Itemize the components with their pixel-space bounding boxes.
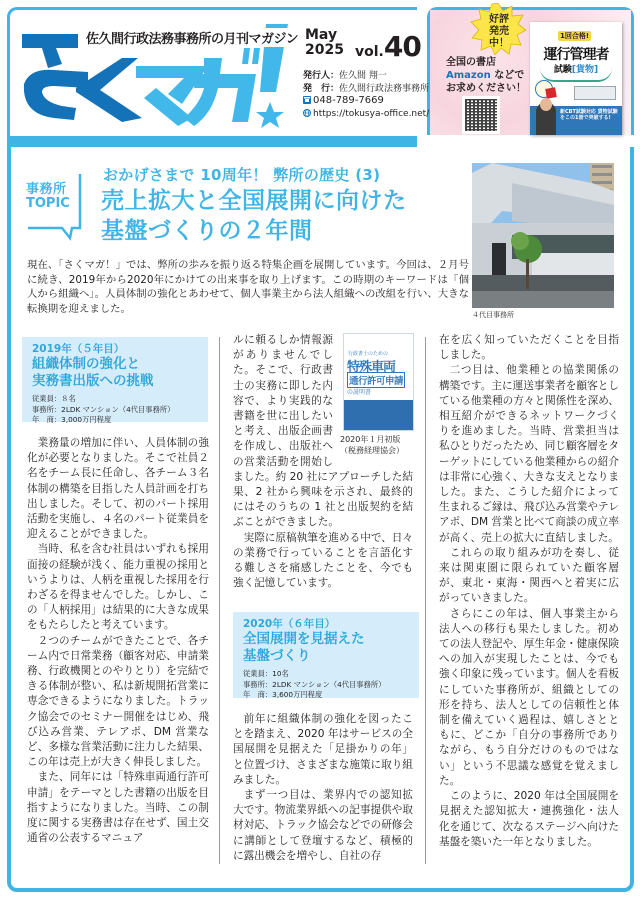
promo-text-line2: などで <box>494 70 525 81</box>
infobox-title-line2: 実務書出版への挑戦 <box>32 373 154 389</box>
promo-text <box>446 56 526 95</box>
fact-revenue: 年 商：3,600万円程度 <box>243 690 323 699</box>
book-badge: 1回合格! <box>560 32 590 40</box>
qr-code[interactable] <box>462 96 500 134</box>
book2-caption-line1: 2020年１月初版 <box>340 435 401 444</box>
website-link[interactable]: https://tokusya-office.net/ <box>313 108 430 119</box>
infobox-year: 2019年（５年目） <box>32 343 125 355</box>
book2-caption-line2: （税務経理協会） <box>340 446 404 455</box>
volume-prefix: vol. <box>355 44 384 60</box>
truck-icon <box>574 86 616 100</box>
infobox-title-line2: 基盤づくり <box>243 648 311 664</box>
publisher-info <box>303 70 429 120</box>
phone-number[interactable]: 048-789-7669 <box>313 95 384 106</box>
topic-badge-line2: TOPIC <box>26 196 70 211</box>
column-2-bottom <box>233 712 413 864</box>
book-float-spacer <box>333 333 413 469</box>
infobox-facts <box>32 394 198 426</box>
fact-employees: 従業員：８名 <box>32 394 76 403</box>
book2-line1: 行政書士のための <box>348 351 389 357</box>
phone-icon <box>303 96 311 104</box>
fact-employees: 従業員：10名 <box>243 669 289 678</box>
paragraph-text: ルに頼るしか情報源がありませんでした。そこで、行政書士の実務に即した内容で、より実践的な書籍を世に出したいと考え、出版企画書を作成し、出版社への営業活動を開始しました。約 20 社にアプローチした結果、2 社から興味を示され、最終的にはそのうちの 1 社と出版契約を結ぶことができました。 <box>233 334 413 529</box>
promo-badge-line1: 好評 <box>489 14 509 25</box>
book-subtitle-text: 試験 <box>553 65 572 75</box>
topic-badge-line1: 事務所 <box>26 182 67 197</box>
office-topic-badge <box>26 172 82 244</box>
book2-line3: 通行許可申請 <box>347 372 405 388</box>
paragraph: ２つのチームができたことで、各チーム内で日常業務（顧客対応、申請業務、行政機関とのやりとり）を完結できる体制が整い、私は新規開拓営業に専念できるようになりました。トラック協会でのセミナー開催をはじめ、飛び込み営業、テレアポ、DM 営業など、多様な営業活動に注力した結果、この年は売上が大きく伸長しました。 <box>27 634 209 769</box>
article-title-line2: 基盤づくりの２年間 <box>101 218 313 244</box>
article-title <box>101 186 407 246</box>
infobox-title <box>243 631 409 665</box>
fact-revenue: 年 商：3,000万円程度 <box>32 415 112 424</box>
fact-office: 事務所：2LDK マンション（4代目事務所） <box>243 679 386 689</box>
masthead-bottom-bar <box>7 136 417 147</box>
paragraph <box>233 333 413 531</box>
column-1 <box>27 436 209 846</box>
publisher-name: 佐久間 翔一 <box>339 71 387 81</box>
fact-office: 事務所：2LDK マンション（4代目事務所） <box>32 404 175 414</box>
volume-number: 40 <box>383 30 421 63</box>
column-3 <box>439 333 619 850</box>
paragraph: 実際に原稿執筆を進める中で、日々の業務で行っていることを言語化する難しさを痛感したことを、今でも強く記憶しています。 <box>233 531 413 590</box>
paragraph: まず一つ目は、業界内での認知拡大です。物流業界紙への記事提供や取材対応、トラック協会などでの研修会に講師として登壇するなど、積極的に露出機会を増やし、自社の存 <box>233 789 413 862</box>
infobox-2019 <box>22 337 208 422</box>
paragraph: また、同年には「特殊車両通行許可申請」をテーマとした書籍の出版を目指すようになりました。当時、この制度に関する実務書は存在せず、国土交通省の公表するマニュア <box>27 771 209 845</box>
infobox-2020 <box>233 612 419 698</box>
magazine-tagline: 佐久間行政法務事務所の月刊マガジン <box>84 28 300 47</box>
column-divider <box>425 337 426 864</box>
paragraph: これらの取り組みが功を奏し、従来は関東圏に限られていた顧客層が、東北・東海・関西へと着実に広がっていきました。 <box>439 546 619 605</box>
paragraph: 業務量の増加に伴い、人員体制の強化が必要となりました。そこで社員２名をチーム長に任命し、各チーム３名体制の構築を目指した人員計画を打ち出しました。そして、初のパート採用活動を実施し、４名のパート従業員を迎えることができました。 <box>27 437 209 541</box>
column-2-top <box>233 333 413 591</box>
article-title-line1: 売上拡大と全国展開に向けた <box>101 188 407 214</box>
publisher-label: 発行人： <box>303 71 340 81</box>
globe-icon <box>303 109 311 117</box>
issue-month: May <box>305 27 338 43</box>
infobox-title <box>32 356 198 390</box>
photo-caption: ４代目事務所 <box>472 311 514 319</box>
promo-badge-line2: 発売中！ <box>489 26 509 49</box>
issue-volume <box>355 30 421 63</box>
amazon-link[interactable]: Amazon <box>446 70 491 81</box>
infobox-year: 2020年（６年目） <box>243 618 336 630</box>
book-red-sheet-icon <box>545 87 557 99</box>
issuer-label: 発 行： <box>303 83 340 94</box>
book-subtitle-tag: [貨物] <box>571 65 599 75</box>
issuer-name: 佐久間行政法務事務所 <box>339 83 430 94</box>
infobox-title-line1: 全国展開を見据えた <box>243 631 365 647</box>
paragraph: さらにこの年は、個人事業主から法人への移行も果たしました。初めての法人登記や、厚生年金・健康保険への加入が実現したことは、今でも強く印象に残っています。個人を看板にしていた事務所が、組織としての形を持ち、法人としての信頼性と体制を備えていく過程は、嬉しさとともに、どこか「自分の事務所でありながら、もう自分だけのものではない」という不思議な感覚を覚えました。 <box>439 607 619 787</box>
promo-badge <box>480 14 518 50</box>
paragraph: 二つ目は、他業種との協業関係の構築です。主に運送事業者を顧客としている他業種の方々と関係性を深め、相互紹介ができるネットワークづくりを進めました。当時、営業担当は私ひとりだったため、同じ顧客層をターゲットにしている他業種からの紹介は非常に心強く、大きな支えとなりました。また、こうした紹介によって生まれるご縁は、飛び込み営業やテレアポ、DM 営業と比べて商談の成立率が高く、売上の拡大に直結しました。 <box>439 364 619 544</box>
infobox-facts <box>243 669 409 701</box>
paragraph: このように、2020 年は全国展開を見据えた認知拡大・連携強化・法人化を通じて、次なるステージへ向けた基盤を築いた一年となりました。 <box>439 790 619 848</box>
issue-year: 2025 <box>305 42 344 58</box>
author-photo-face <box>540 98 552 111</box>
book-cover-unkou-kanrisha[interactable] <box>530 22 622 135</box>
office-photo <box>472 163 614 308</box>
promo-text-line3: お求めください！ <box>446 83 526 94</box>
book-title: 運行管理者 <box>543 47 609 63</box>
infobox-title-line1: 組織体制の強化と <box>32 356 140 372</box>
issue-date <box>305 28 344 58</box>
article-subtitle: おかげさまで 10周年！ 弊所の歴史 (3) <box>103 166 381 184</box>
paragraph: 在を広く知っていただくことを目指しました。 <box>439 334 619 362</box>
book2-line2: 特殊車両 <box>347 360 396 375</box>
qr-code-pattern <box>465 99 497 131</box>
book-band-text: 新CBT試験対応 貨物試験をこの1冊で突破する! <box>560 109 618 121</box>
promo-text-line1: 全国の書店 <box>446 57 496 68</box>
paragraph: 前年に組織体制の強化を図ったことを踏まえ、2020 年はサービスの全国展開を見据えた「足掛かりの年」と位置づけ、さまざまな施策に取り組みました。 <box>233 713 413 786</box>
article-intro: 現在、「さくマガ！」では、弊所の歩みを振り返る特集企画を展開しています。今回は、２月号に続き、2019年から2020年にかけての出来事を取り上げます。この時期のキーワードは「個人から組織へ」。人員体制の強化とあわせて、個人事業主から法人組織への改組を行い、大きな転換期を迎えました。 <box>27 259 469 315</box>
column-divider <box>219 337 220 864</box>
book2-line4: の説明書 <box>347 389 372 396</box>
book-subtitle <box>534 62 618 75</box>
paragraph: 当時、私を含む社員はいずれも採用面接の経験が浅く、能力重視の採用というよりは、人柄を重視した採用を行わざるを得ませんでした。しかし、この「人柄採用」は結果的に大きな成果をもたらしたと考えています。 <box>27 543 209 632</box>
